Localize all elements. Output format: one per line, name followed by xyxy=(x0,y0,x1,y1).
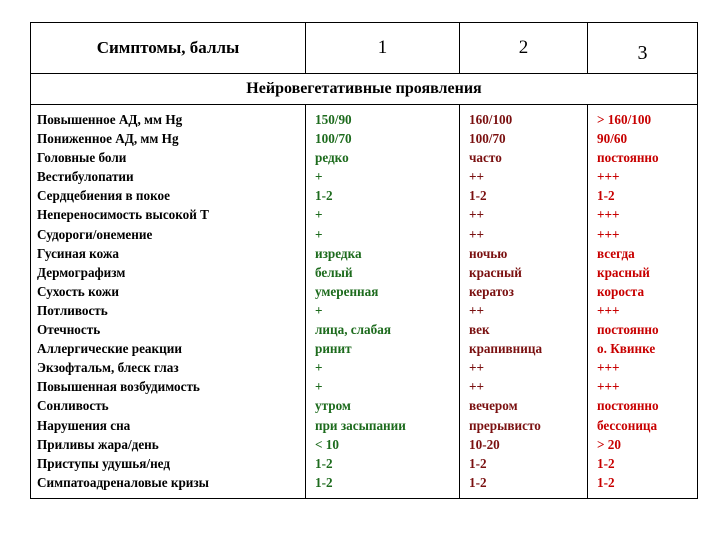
score-1-value: ринит xyxy=(315,341,352,357)
score-3-value: +++ xyxy=(597,379,620,395)
score-2-value: ++ xyxy=(469,226,485,242)
symptom-label: Нарушения сна xyxy=(37,417,131,433)
score-2-value: красный xyxy=(469,264,522,280)
symptom-label: Сонливость xyxy=(37,398,109,414)
score-1-value: + xyxy=(315,207,323,223)
score-2-value: век xyxy=(469,322,490,338)
score-3-value: 90/60 xyxy=(597,131,628,147)
score-1-value: 150/90 xyxy=(315,112,352,127)
score-2-value: ++ xyxy=(469,302,485,318)
score-2-value: 160/100 xyxy=(469,112,513,127)
symptom-label: Вестибулопатии xyxy=(37,169,134,185)
score-2-value: 100/70 xyxy=(469,131,506,147)
symptom-label: Гусиная кожа xyxy=(37,245,119,261)
score-1-value: 100/70 xyxy=(315,131,352,147)
score-3-value: > 160/100 xyxy=(597,112,652,127)
score-2-value: вечером xyxy=(469,398,518,414)
score-3-value: всегда xyxy=(597,245,635,261)
score-1-value: при засыпании xyxy=(315,417,406,433)
header-score-1: 1 xyxy=(306,23,460,74)
score-1-value: + xyxy=(315,226,323,242)
symptom-column xyxy=(31,105,306,499)
score-3-value: +++ xyxy=(597,207,620,223)
score-3-value: постоянно xyxy=(597,398,659,414)
score-3-value: постоянно xyxy=(597,322,659,338)
section-row xyxy=(31,74,698,105)
section-title: Нейровегетативные проявления xyxy=(31,74,698,105)
score-1-value: + xyxy=(315,379,323,395)
score-3-value: +++ xyxy=(597,360,620,376)
score-3-value: 1-2 xyxy=(597,474,615,490)
symptom-label: Повышенное АД, мм Hg xyxy=(37,112,183,127)
score-2-column xyxy=(460,105,588,499)
symptom-score-table xyxy=(30,22,698,499)
score-2-value: крапивница xyxy=(469,341,543,357)
symptom-label: Приступы удушья/нед xyxy=(37,455,171,471)
body-row xyxy=(31,105,698,499)
score-2-value: часто xyxy=(469,150,502,166)
header-symptoms: Симптомы, баллы xyxy=(31,23,306,74)
score-2-value: 1-2 xyxy=(469,188,487,204)
score-3-value: короста xyxy=(597,283,645,299)
score-1-value: < 10 xyxy=(315,436,339,452)
score-1-value: 1-2 xyxy=(315,474,333,490)
symptom-label: Дермографизм xyxy=(37,264,126,280)
score-3-value: постоянно xyxy=(597,150,659,166)
score-1-value: + xyxy=(315,169,323,185)
score-2-value: кератоз xyxy=(469,283,514,299)
score-3-value: +++ xyxy=(597,226,620,242)
symptom-label: Пониженное АД, мм Hg xyxy=(37,131,179,147)
symptom-label: Судороги/онемение xyxy=(37,226,153,242)
symptom-label: Головные боли xyxy=(37,150,127,166)
symptom-label: Сухость кожи xyxy=(37,283,119,299)
score-3-column xyxy=(588,105,698,499)
score-1-value: 1-2 xyxy=(315,188,333,204)
symptom-label: Симпатоадреналовые кризы xyxy=(37,474,209,490)
score-2-value: прерывисто xyxy=(469,417,541,433)
score-1-value: умеренная xyxy=(315,283,379,299)
score-3-value: 1-2 xyxy=(597,455,615,471)
score-1-value: + xyxy=(315,302,323,318)
header-row xyxy=(31,23,698,74)
score-1-value: редко xyxy=(315,150,349,166)
symptom-label: Непереносимость высокой Т xyxy=(37,207,209,223)
score-2-value: 10-20 xyxy=(469,436,500,452)
header-score-2: 2 xyxy=(460,23,588,74)
score-3-value: +++ xyxy=(597,169,620,185)
score-1-column xyxy=(306,105,460,499)
symptom-label: Приливы жара/день xyxy=(37,436,159,452)
score-2-value: ++ xyxy=(469,169,485,185)
score-1-value: белый xyxy=(315,264,353,280)
symptom-label: Аллергические реакции xyxy=(37,341,182,357)
score-3-value: > 20 xyxy=(597,436,621,452)
score-1-value: 1-2 xyxy=(315,455,333,471)
score-2-value: ++ xyxy=(469,360,485,376)
score-2-value: 1-2 xyxy=(469,455,487,471)
score-1-value: лица, слабая xyxy=(315,322,391,338)
score-3-value: 1-2 xyxy=(597,188,615,204)
symptom-label: Повышенная возбудимость xyxy=(37,379,200,395)
score-1-value: утром xyxy=(315,398,351,414)
score-3-value: +++ xyxy=(597,302,620,318)
symptom-label: Отечность xyxy=(37,322,101,338)
header-score-3: 3 xyxy=(588,23,698,74)
score-2-value: ночью xyxy=(469,245,508,261)
score-2-value: 1-2 xyxy=(469,474,487,490)
score-3-value: красный xyxy=(597,264,650,280)
score-2-value: ++ xyxy=(469,379,485,395)
score-1-value: изредка xyxy=(315,245,362,261)
score-3-value: бессоница xyxy=(597,417,658,433)
score-2-value: ++ xyxy=(469,207,485,223)
symptom-label: Сердцебиения в покое xyxy=(37,188,170,204)
symptom-label: Экзофтальм, блеск глаз xyxy=(37,360,179,376)
symptom-label: Потливость xyxy=(37,302,108,318)
score-1-value: + xyxy=(315,360,323,376)
score-3-value: о. Квинке xyxy=(597,341,656,357)
